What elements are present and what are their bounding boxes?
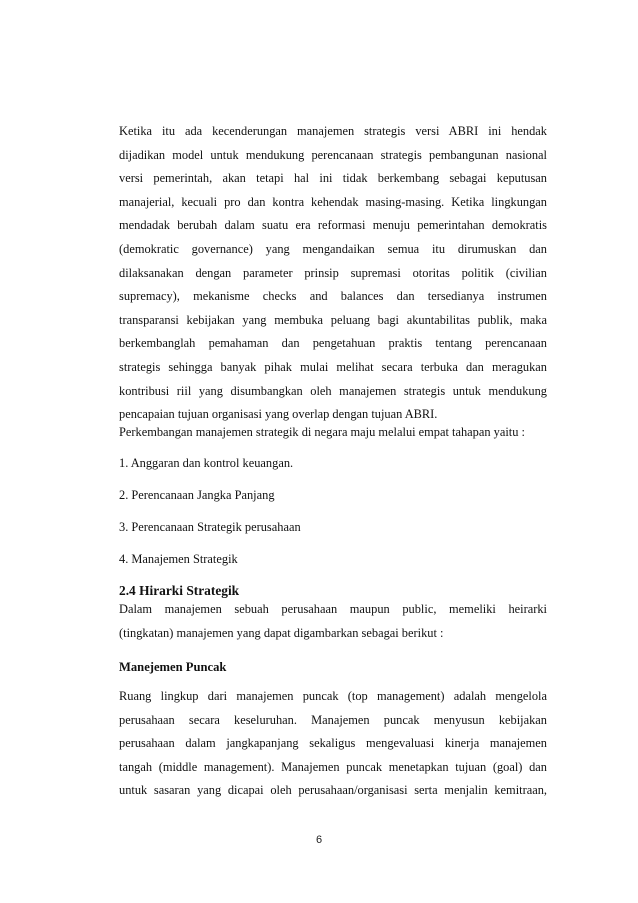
list-item: 4. Manajemen Strategik (119, 552, 238, 566)
text-line: untuk sasaran yang dicapai oleh perusahaan/organisasi serta menjalin kemitraan, (119, 783, 547, 798)
text-line: perusahaan secara keseluruhan. Manajemen puncak menyusun kebijakan (119, 712, 547, 727)
text-line: Dalam manajemen sebuah perusahaan maupun public, memeliki heirarki (119, 602, 547, 616)
text-line: kontribusi riil yang disumbangkan oleh manajemen strategis untuk mendukung (119, 383, 547, 398)
text-line: manajerial, kecuali pro dan kontra kehendak masing-masing. Ketika lingkungan (119, 194, 547, 209)
text-line: pencapaian tujuan organisasi yang overlap dengan tujuan ABRI. (119, 407, 438, 422)
paragraph-top-management (119, 685, 547, 803)
text-line: perusahaan dalam jangkapanjang sekaligus mengevaluasi kinerja manajemen (119, 736, 547, 751)
list-intro: Perkembangan manajemen strategik di negara maju melalui empat tahapan yaitu : (119, 425, 525, 439)
text-line: Ruang lingkup dari manajemen puncak (top management) adalah mengelola (119, 689, 547, 703)
page-number: 6 (315, 834, 323, 846)
text-line: mendadak berubah dalam suatu era reformasi menuju pemerintahan demokratis (119, 218, 547, 233)
text-line: versi pemerintah, akan tetapi hal ini tidak berkembang sebagai keputusan (119, 171, 547, 186)
text-line: strategis sehingga banyak pihak mulai melihat secara terbuka dan meragukan (119, 359, 547, 374)
list-item: 1. Anggaran dan kontrol keuangan. (119, 456, 294, 470)
text-line: supremacy), mekanisme checks and balances dan tersedianya instrumen (119, 289, 547, 304)
text-line: dijadikan model untuk mendukung perencanaan strategis pembangunan nasional (119, 147, 547, 162)
text-line: berkembanglah pemahaman dan pengetahuan praktis tentang perencanaan (119, 336, 547, 351)
text-line: (demokratic governance) yang mengandaikan semua itu dirumuskan dan (119, 241, 547, 256)
list-item: 3. Perencanaan Strategik perusahaan (119, 520, 301, 534)
text-line: transparansi kebijakan yang membuka peluang bagi akuntabilitas publik, maka (119, 312, 547, 327)
text-line: Ketika itu ada kecenderungan manajemen strategis versi ABRI ini hendak (119, 124, 547, 138)
subheading: Manejemen Puncak (119, 660, 227, 674)
list-item: 2. Perencanaan Jangka Panjang (119, 488, 275, 502)
text-line: (tingkatan) manajemen yang dapat digambarkan sebagai berikut : (119, 625, 444, 640)
paragraph-hierarchy-intro (119, 598, 547, 645)
section-heading: 2.4 Hirarki Strategik (119, 583, 240, 598)
paragraph-abri-strategy (119, 120, 547, 427)
text-line: dilaksanakan dengan parameter prinsip supremasi otoritas politik (civilian (119, 265, 547, 280)
text-line: tangah (middle management). Manajemen puncak menetapkan tujuan (goal) dan (119, 759, 547, 774)
